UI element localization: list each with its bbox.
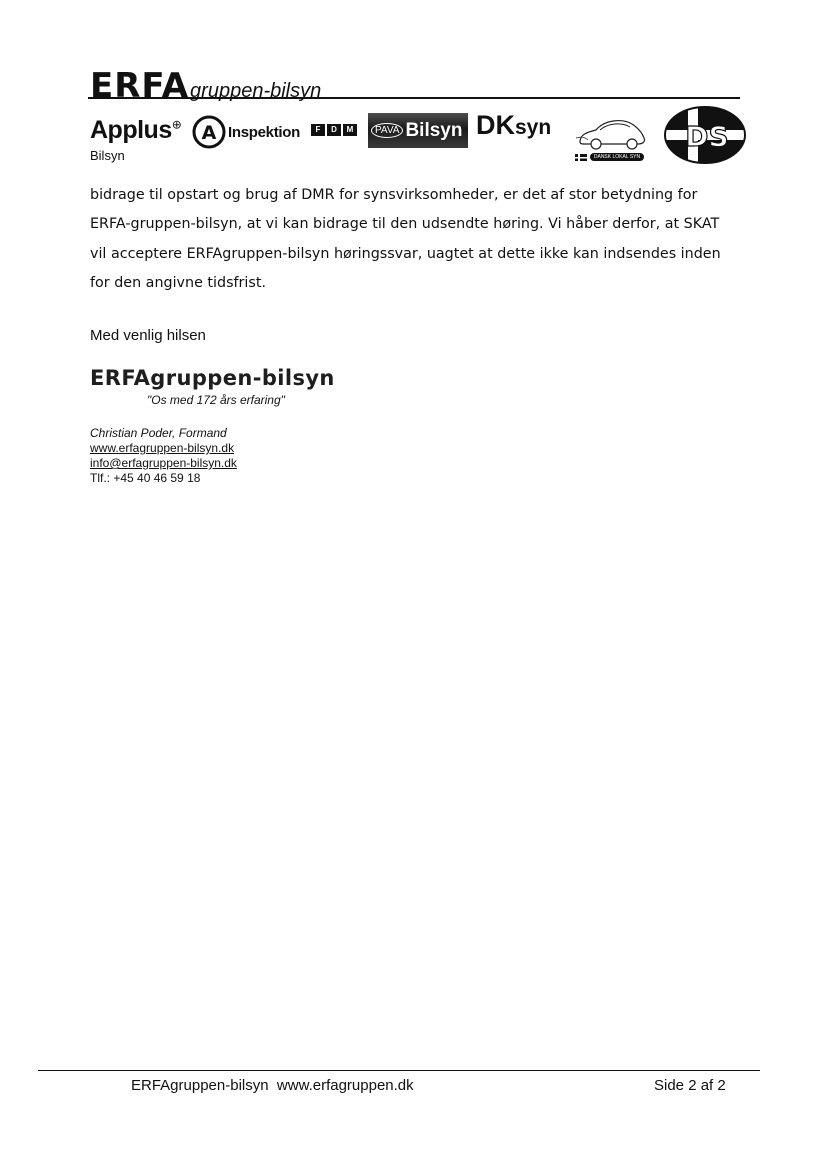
inspektion-circle-icon bbox=[192, 115, 226, 149]
closing-greeting: Med venlig hilsen bbox=[90, 327, 206, 344]
footer-divider bbox=[38, 1070, 760, 1071]
dksyn-logo bbox=[476, 110, 551, 141]
applus-logo-name: Applus bbox=[90, 116, 172, 144]
footer-org-website: ERFAgruppen-bilsyn www.erfagruppen.dk bbox=[131, 1077, 414, 1094]
inspektion-logo bbox=[192, 115, 300, 149]
pava-bilsyn-logo bbox=[368, 113, 468, 148]
letterhead-title-main: ERFA bbox=[90, 66, 190, 106]
inspektion-letter: A bbox=[201, 122, 217, 144]
phone-number: Tlf.: +45 40 46 59 18 bbox=[90, 471, 201, 485]
dansk-lokal-syn-badge: DANSK LOKAL SYN bbox=[590, 153, 644, 161]
applus-logo-mark: ⊕ bbox=[171, 117, 182, 132]
fdm-letter: M bbox=[343, 124, 357, 136]
applus-logo-sub: Bilsyn bbox=[90, 148, 125, 163]
letterhead-title bbox=[90, 66, 321, 106]
danish-flag-icon bbox=[575, 154, 587, 161]
contact-block bbox=[90, 426, 237, 486]
applus-logo bbox=[90, 116, 181, 145]
dksyn-syn: syn bbox=[515, 116, 552, 139]
pava-badge: PAVA bbox=[371, 123, 403, 138]
dksyn-dk: DK bbox=[476, 110, 515, 140]
fdm-letter: F bbox=[311, 124, 325, 136]
page-number: Side 2 af 2 bbox=[654, 1077, 726, 1094]
fdm-letter: D bbox=[327, 124, 341, 136]
signature-tagline: "Os med 172 års erfaring" bbox=[147, 393, 285, 407]
ds-letters: DS bbox=[685, 120, 729, 153]
letterhead-title-rest: gruppen-bilsyn bbox=[190, 80, 322, 102]
header-divider bbox=[88, 97, 740, 99]
inspektion-label: Inspektion bbox=[228, 123, 301, 141]
contact-person: Christian Poder, Formand bbox=[90, 426, 227, 440]
signature-org-name: ERFAgruppen-bilsyn bbox=[90, 366, 335, 390]
car-icon bbox=[574, 112, 654, 154]
bilsyn-word: Bilsyn bbox=[405, 119, 463, 141]
website-link[interactable]: www.erfagruppen-bilsyn.dk bbox=[90, 441, 235, 455]
email-link[interactable]: info@erfagruppen-bilsyn.dk bbox=[90, 456, 237, 470]
fdm-logo bbox=[311, 124, 357, 136]
ds-logo-icon bbox=[662, 104, 748, 166]
body-paragraph: bidrage til opstart og brug af DMR for synsvirksomheder, er det af stor betydning for ERFA-gruppen-bilsyn, at vi kan bidrage til den udsendte høring. Vi håber derfor, at SKAT vil acceptere ERFAgruppen-bilsyn høringssvar, uagtet at dette ikke kan indsendes inden for den angivne tidsfrist. bbox=[90, 187, 721, 291]
